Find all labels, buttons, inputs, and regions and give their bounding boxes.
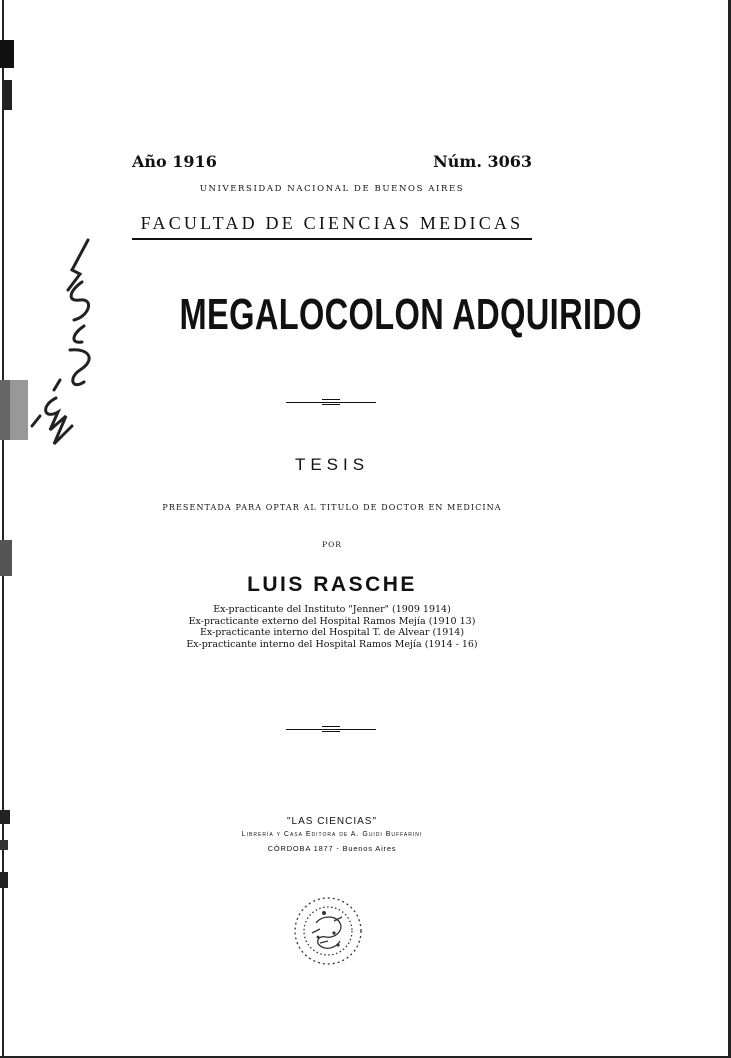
thesis-number: Núm. 3063 xyxy=(433,152,532,171)
university-name: UNIVERSIDAD NACIONAL DE BUENOS AIRES xyxy=(199,184,465,194)
credential-line: Ex-practicante del Instituto "Jenner" (1909 1914) xyxy=(213,604,451,615)
by-label: POR xyxy=(322,540,342,549)
year-label: Año 1916 xyxy=(132,152,217,171)
presentation-statement: PRESENTADA PARA OPTAR AL TITULO DE DOCTOR EN MEDICINA xyxy=(162,503,502,512)
credential-line: Ex-practicante externo del Hospital Ramos Mejía (1910 13) xyxy=(188,615,476,627)
faculty-underline xyxy=(132,238,532,240)
credential-line: Ex-practicante interno del Hospital Ramos Mejía (1914 - 16) xyxy=(186,638,478,650)
author-credentials xyxy=(132,604,532,650)
scan-bottom-edge xyxy=(0,1050,731,1058)
publisher-address: CÓRDOBA 1877 - Buenos Aires xyxy=(267,844,397,853)
publisher-details: Librería y Casa Editora de A. Guidi Buffarini xyxy=(241,831,423,838)
ornament-divider-top xyxy=(286,398,376,408)
scan-right-edge xyxy=(725,0,731,1058)
thesis-title: MEGALOCOLON ADQUIRIDO xyxy=(179,290,642,339)
credential-line: Ex-practicante interno del Hospital T. de Alvear (1914) xyxy=(199,627,465,638)
handwritten-signature xyxy=(10,230,120,470)
thesis-label: TESIS xyxy=(294,455,370,474)
publisher-name: "LAS CIENCIAS" xyxy=(286,816,377,827)
library-stamp xyxy=(290,893,366,969)
scan-left-edge xyxy=(0,0,18,1058)
header-row xyxy=(132,152,532,174)
faculty-name: FACULTAD DE CIENCIAS MEDICAS xyxy=(140,213,524,233)
ornament-divider-bottom xyxy=(286,725,376,735)
author-name: LUIS RASCHE xyxy=(247,573,417,596)
